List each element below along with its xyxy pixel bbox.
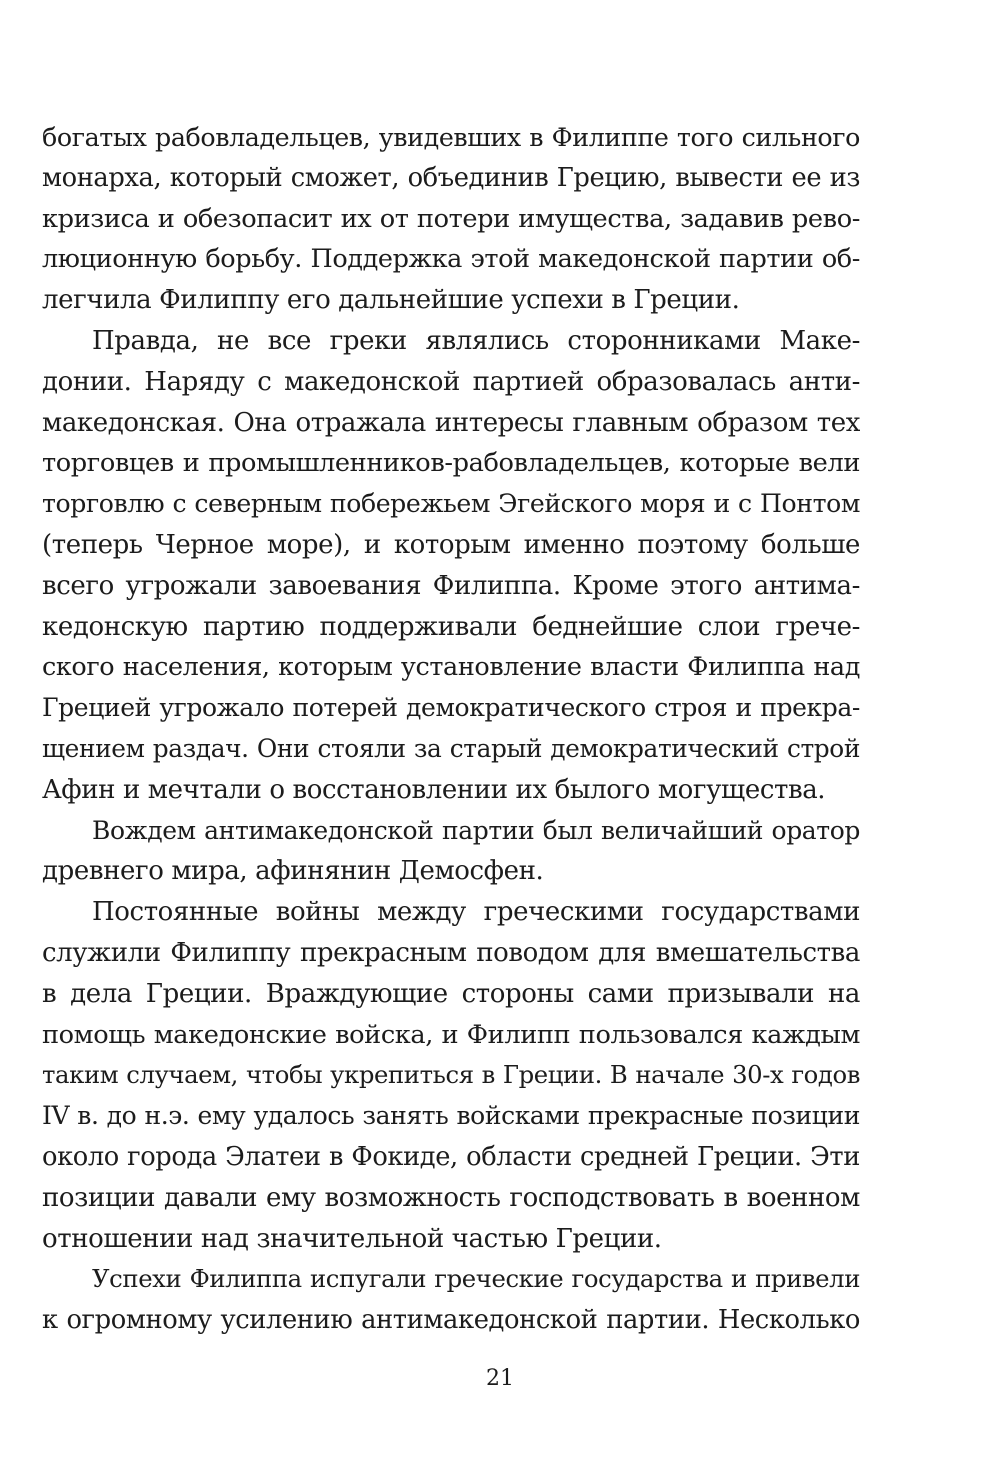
text-line: таким случаем, чтобы укрепиться в Греции. В начале 30-х годов — [42, 1060, 860, 1090]
text-line: донии. Наряду с македонской партией образовалась анти- — [42, 366, 860, 397]
text-line: помощь македонские войска, и Филипп пользовался каждым — [42, 1019, 860, 1050]
text-line: македонская. Она отражала интересы главным образом тех — [42, 407, 860, 438]
text-line: IV в. до н.э. ему удалось занять войсками прекрасные позиции — [42, 1101, 860, 1131]
text-line: всего угрожали завоевания Филиппа. Кроме этого антима- — [42, 570, 860, 601]
text-line: Вождем антимакедонской партии был величайший оратор — [92, 815, 860, 845]
text-line: (теперь Черное море), и которым именно поэтому больше — [42, 529, 860, 560]
text-line: щением раздач. Они стояли за старый демократический строй — [42, 733, 860, 763]
page-body — [42, 117, 860, 1341]
text-line: Успехи Филиппа испугали греческие государства и привели — [92, 1264, 860, 1294]
text-line: Правда, не все греки являлись сторонниками Маке- — [92, 325, 860, 356]
text-line: древнего мира, афинянин Демосфен. — [42, 856, 544, 887]
text-line: торговлю с северным побережьем Эгейского моря и с Понтом — [42, 489, 860, 519]
text-line: ского населения, которым установление власти Филиппа над — [42, 652, 860, 683]
page-number: 21 — [486, 1366, 514, 1391]
text-line: позиции давали ему возможность господствовать в военном — [42, 1182, 860, 1213]
paragraph-3 — [42, 811, 860, 893]
text-line: люционную борьбу. Поддержка этой македонской партии об- — [42, 244, 860, 275]
paragraph-1 — [42, 117, 860, 321]
text-line: около города Элатеи в Фокиде, области средней Греции. Эти — [42, 1141, 860, 1172]
text-line: отношении над значительной частью Греции. — [42, 1223, 662, 1254]
text-line: торговцев и промышленников-рабовладельцев, которые вели — [42, 448, 860, 479]
text-line: к огромному усилению антимакедонской партии. Несколько — [42, 1305, 860, 1336]
text-line: кризиса и обезопасит их от потери имущества, задавив рево- — [42, 203, 860, 234]
text-line: в дела Греции. Враждующие стороны сами призывали на — [42, 978, 860, 1009]
text-line: Постоянные войны между греческими государствами — [92, 897, 860, 928]
paragraph-2 — [42, 321, 860, 811]
text-line: легчила Филиппу его дальнейшие успехи в Греции. — [42, 285, 740, 316]
text-line: Грецией угрожало потерей демократического строя и прекра- — [42, 693, 860, 723]
text-line: Афин и мечтали о восстановлении их былого могущества. — [42, 774, 826, 805]
paragraph-5 — [42, 1259, 860, 1341]
text-line: служили Филиппу прекрасным поводом для вмешательства — [42, 937, 860, 968]
text-line: богатых рабовладельцев, увидевших в Филиппе того сильного — [42, 122, 860, 152]
text-line: кедонскую партию поддерживали беднейшие слои грече- — [42, 611, 860, 642]
text-line: монарха, который сможет, объединив Грецию, вывести ее из — [42, 162, 860, 193]
paragraph-4 — [42, 892, 860, 1259]
